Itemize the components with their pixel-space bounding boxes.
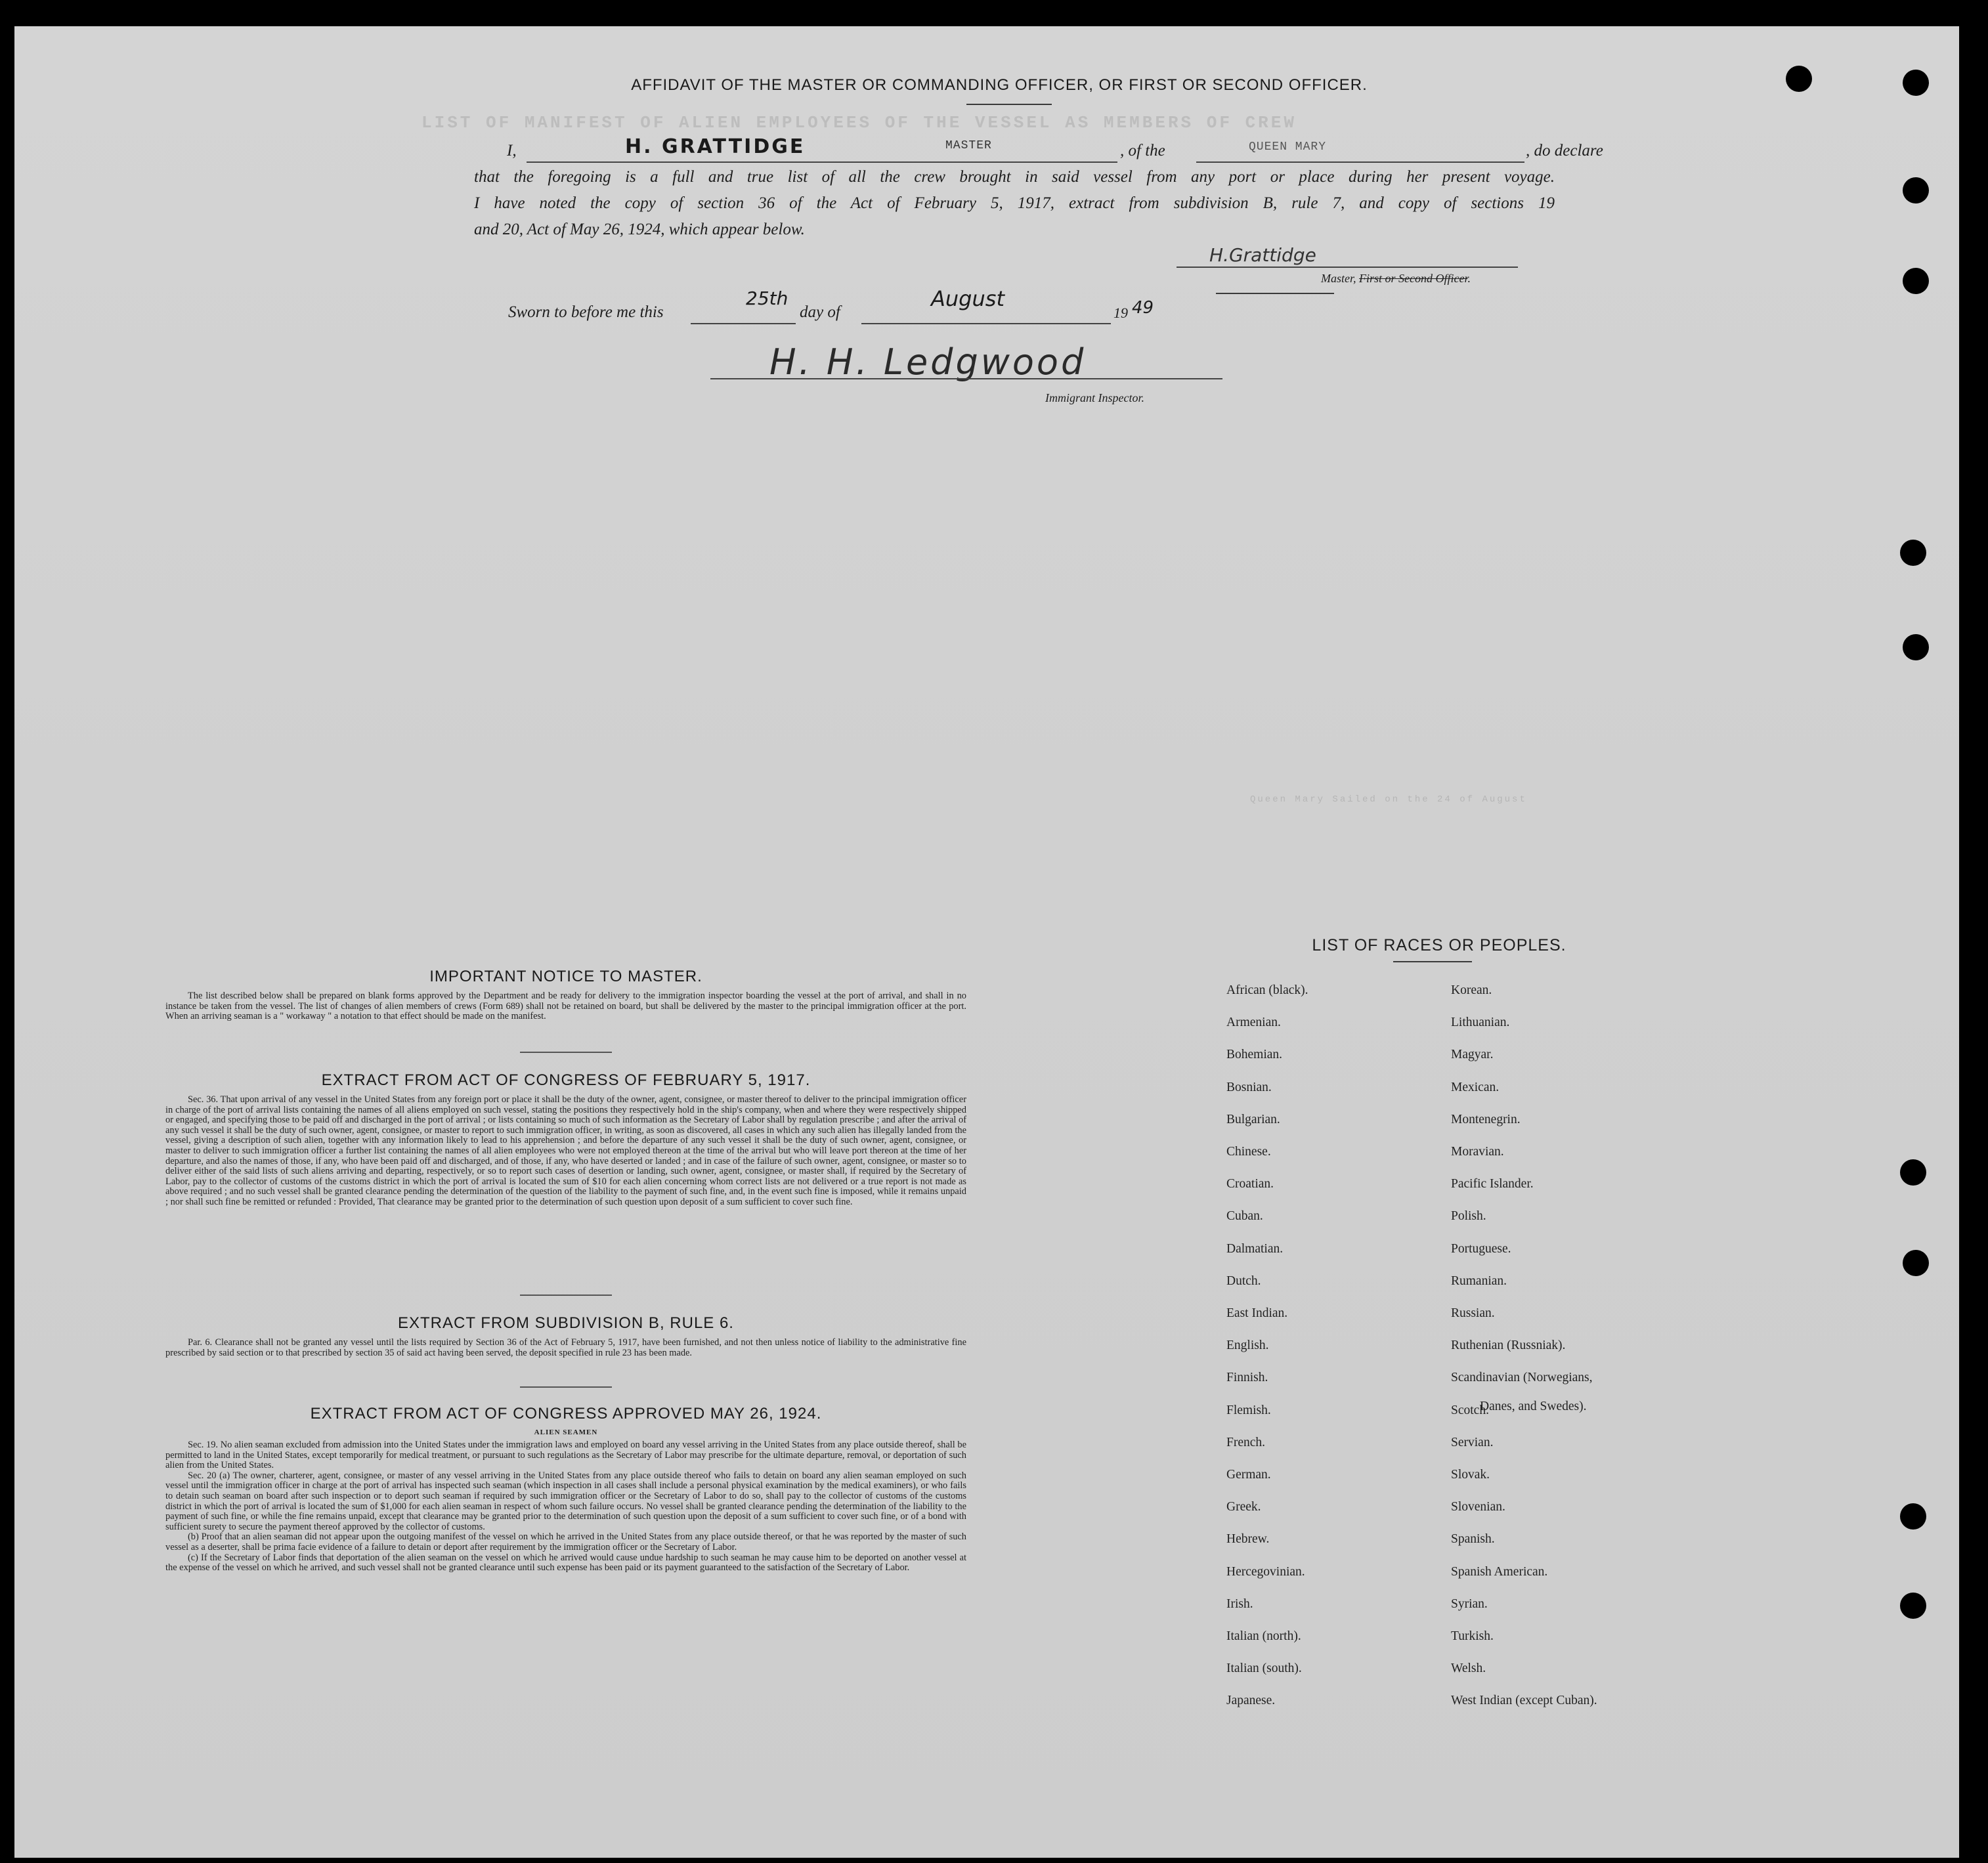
of-the-label: , of the — [1120, 142, 1165, 160]
race-right-item: Moravian. — [1451, 1145, 1504, 1159]
race-left-item: Dalmatian. — [1226, 1241, 1284, 1256]
race-left-item: Greek. — [1226, 1500, 1261, 1514]
race-left-item: Bulgarian. — [1226, 1112, 1280, 1126]
race-left-item: Dutch. — [1226, 1274, 1261, 1288]
vessel-line — [1196, 161, 1524, 163]
extract-rule6-title: EXTRACT FROM SUBDIVISION B, RULE 6. — [398, 1314, 734, 1332]
notice-text: The list described below shall be prepared on blank forms approved by the Department and be ready for delivery to the immigration inspector boarding the vessel at the port of arrival, and shall in no instance be taken from the vessel. The list of changes of alien members of crews (Form 689) shall not be retained on board, but shall be delivered by the master to the principal immigration officer at the port. When an arriving seaman is a " workaway " a notation to that effect should be made on the manifest. — [165, 991, 966, 1022]
divider — [520, 1052, 612, 1053]
race-left-item: Irish. — [1226, 1596, 1253, 1611]
bleed-through-typed: Queen Mary Sailed on the 24 of August — [1250, 794, 1527, 805]
race-right-item: Montenegrin. — [1451, 1112, 1521, 1126]
race-right-item: Slovak. — [1451, 1468, 1490, 1482]
race-right-item: Ruthenian (Russniak). — [1451, 1338, 1566, 1353]
affidavit-line-4: and 20, Act of May 26, 1924, which appear below. — [474, 221, 805, 238]
race-right-item: Pacific Islander. — [1451, 1177, 1534, 1191]
race-left-item: Hebrew. — [1226, 1532, 1270, 1547]
punch-hole — [1903, 268, 1929, 294]
punch-hole — [1900, 1593, 1926, 1619]
punch-hole — [1900, 1503, 1926, 1530]
race-left-item: French. — [1226, 1435, 1266, 1449]
race-right-item: Russian. — [1451, 1306, 1495, 1320]
race-right-item: Lithuanian. — [1451, 1016, 1510, 1030]
sworn-day-line — [691, 323, 796, 324]
bleed-through-text: LIST OF MANIFEST OF ALIEN EMPLOYEES OF THE VESSEL AS MEMBERS OF CREW — [421, 113, 1297, 133]
race-right-item: West Indian (except Cuban). — [1451, 1694, 1597, 1708]
sworn-month: August — [931, 286, 1005, 311]
master-name: H. GRATTIDGE — [625, 135, 806, 158]
race-right-item: Welsh. — [1451, 1661, 1486, 1676]
caption-master: Master, — [1321, 272, 1356, 285]
punch-hole — [1786, 66, 1812, 92]
race-left-item: Finnish. — [1226, 1371, 1268, 1385]
race-right-item: Korean. — [1451, 983, 1492, 997]
affidavit-line-2: that the foregoing is a full and true list of all the crew brought in said vessel from any port or place during her present voyage. — [474, 168, 1555, 186]
affidavit-line-3: I have noted the copy of section 36 of the Act of February 5, 1917, extract from subdivision B, rule 7, and copy of sections 19 — [474, 194, 1555, 212]
signature-underline — [1216, 293, 1334, 294]
notice-title: IMPORTANT NOTICE TO MASTER. — [429, 968, 702, 985]
race-right-item: Mexican. — [1451, 1080, 1500, 1094]
master-signature: H.Grattidge — [1209, 244, 1316, 266]
year-suffix: 49 — [1132, 298, 1154, 318]
race-right-item: Portuguese. — [1451, 1241, 1511, 1256]
vessel-name: QUEEN MARY — [1249, 140, 1327, 154]
extract-1917-text: Sec. 36. That upon arrival of any vessel in the United States from any foreign port or place it shall be the duty of the owner, agent, consignee, or master thereof to deliver to the principal immigration officer in charge of the port of arrival lists containing the names of all aliens employed on such vessel, stating the positions they respectively hold in the ship's company, when and where they were respectively shipped or engaged, and specifying those to be paid off and discharged in the port of arrival ; or lists containing so much of such information as the Secretary of Labor shall by regulation prescribe ; and after the arrival of any such vessel it shall be the duty of such owner, agent, consignee, or master to report to such immigration officer, in writing, as soon as discovered, all cases in which any such alien has illegally landed from the vessel, giving a description of such alien, together with any information likely to lead to his apprehension ; and before the departure of any such vessel it shall be the duty of such owner, agent, consignee, or master to deliver to such immigration officer a further list containing the names of all alien employees who were not employed thereon at the time of the arrival but who will leave port thereon at the time of her departure, and also the names of those, if any, who have been paid off and discharged, and of those, if any, who have deserted or landed ; and in case of the failure of such owner, agent, consignee, or master so to deliver either of the said lists of such aliens arriving and departing, respectively, or so to report such cases of desertion or landing, such owner, agent, consignee, or master shall, if required by the Secretary of Labor, pay to the collector of customs of the customs district in which the port of arrival is located the sum of $10 for each alien concerning whom correct lists are not delivered or a true report is not made as above required ; and no such vessel shall be granted clearance pending the determination of the question of the liability to the payment of such fine, and, in the event such fine is imposed, while it remains unpaid ; nor shall such fine be remitted or refunded : Provided, That clearance may be granted prior to the determination of such question upon deposit of a sum sufficient to cover such fine. — [165, 1094, 966, 1207]
divider — [520, 1386, 612, 1388]
race-left-item: East Indian. — [1226, 1306, 1288, 1320]
extract-1924-title: EXTRACT FROM ACT OF CONGRESS APPROVED MAY 26, 1924. — [310, 1405, 822, 1423]
name-line — [527, 161, 1117, 163]
race-right-item: Syrian. — [1451, 1596, 1488, 1611]
punch-hole — [1903, 1250, 1929, 1276]
sworn-month-line — [861, 323, 1111, 324]
affidavit-prefix: I, — [507, 142, 517, 160]
master-rank: MASTER — [945, 139, 992, 152]
inspector-signature: H. H. Ledgwood — [769, 341, 1087, 383]
race-right-item: Turkish. — [1451, 1629, 1494, 1643]
race-left-item: Hercegovinian. — [1226, 1564, 1305, 1579]
year-prefix: 19 — [1113, 305, 1128, 321]
sworn-prefix: Sworn to before me this — [508, 303, 664, 321]
document-sheet — [14, 26, 1959, 1858]
race-left-item: German. — [1226, 1468, 1271, 1482]
race-right-item: Polish. — [1451, 1209, 1486, 1224]
punch-hole — [1903, 177, 1929, 203]
title-underline — [966, 104, 1052, 105]
caption-struck-officer: First or Second Officer — [1359, 272, 1468, 285]
race-left-item: Croatian. — [1226, 1177, 1274, 1191]
race-left-item: Italian (north). — [1226, 1629, 1301, 1643]
sworn-day: 25th — [746, 288, 789, 309]
alien-seamen-subtitle: ALIEN SEAMEN — [534, 1428, 598, 1436]
signature-line — [1177, 267, 1518, 268]
punch-hole — [1900, 540, 1926, 566]
race-right-item: Magyar. — [1451, 1048, 1494, 1062]
affidavit-title: AFFIDAVIT OF THE MASTER OR COMMANDING OFFICER, OR FIRST OR SECOND OFFICER. — [631, 76, 1368, 94]
race-left-item: Chinese. — [1226, 1145, 1271, 1159]
signature-caption: Master, First or Second Officer. — [1321, 272, 1471, 285]
divider — [520, 1295, 612, 1296]
inspector-line — [710, 378, 1222, 379]
extract-1924-text: Sec. 19. No alien seaman excluded from admission into the United States under the immigration laws and employed on board any vessel arriving in the United States from any place outside thereof, shall be permitted to land in the United States, except temporarily for medical treatment, or pursuant to such regulations as the Secretary of Labor may prescribe for the ultimate departure, removal, or deportation of such alien from the United States. Sec. 20 (a) The owner, charterer, agent, consignee, or master of any vessel arriving in the United States from any place outside thereof who fails to detain on board any alien seaman employed on such vessel until the immigration officer in charge at the port of arrival has inspected such seaman (which inspection in all cases shall include a personal physical examination by the medical examiners), or who fails to detain such seaman on board after such inspection or to deport such seaman if required by such immigration officer or the Secretary of Labor to do so, shall pay to the collector of customs of the customs district in which the port of arrival is located the sum of $1,000 for each alien seaman in respect of whom such failure occurs. No vessel shall be granted clearance pending the determination of the liability to the payment of such fine, or while the fine remains unpaid, except that clearance may be granted prior to the determination of such question upon the deposit of a sum sufficient to cover such fine, or of a bond with sufficient surety to secure the payment thereof approved by the collector of customs. (b) Proof that an alien seaman did not appear upon the outgoing manifest of the vessel on which he arrived in the United States from any place outside thereof, or that he was reported by the master of such vessel as a deserter, shall be prima facie evidence of a failure to detain or deport after requirement by the immigration officer or the Secretary of Labor. (c) If the Secretary of Labor finds that deportation of the alien seaman on the vessel on which he arrived would cause undue hardship to such seaman he may cause him to be deported on another vessel at the expense of the vessel on which he arrived, and such vessel shall not be granted clearance until such expense has been paid or its payment guaranteed to the satisfaction of the Secretary of Labor. — [165, 1440, 966, 1574]
punch-hole — [1903, 634, 1929, 660]
race-left-item: Japanese. — [1226, 1694, 1276, 1708]
race-right-item: Servian. — [1451, 1435, 1494, 1449]
extract-1917-title: EXTRACT FROM ACT OF CONGRESS OF FEBRUARY 5, 1917. — [321, 1071, 811, 1089]
day-of-label: day of — [800, 303, 840, 321]
race-left-item: Cuban. — [1226, 1209, 1263, 1224]
inspector-caption: Immigrant Inspector. — [1045, 391, 1144, 404]
punch-hole — [1900, 1159, 1926, 1186]
race-right-item: Scandinavian (Norwegians, — [1451, 1371, 1593, 1385]
race-right-item: Slovenian. — [1451, 1500, 1505, 1514]
extract-rule6-text: Par. 6. Clearance shall not be granted any vessel until the lists required by Section 36 of the Act of February 5, 1917, have been furnished, and not then unless notice of liability to the administrative fine prescribed by said section or to that prescribed by section 35 of said act having been served, the deposit specified in rule 23 has been made. — [165, 1337, 966, 1358]
race-right-item: Spanish American. — [1451, 1564, 1548, 1579]
race-scandinavian-continued: Danes, and Swedes). — [1480, 1400, 1587, 1413]
race-left-item: African (black). — [1226, 983, 1308, 997]
do-declare-label: , do declare — [1526, 142, 1603, 160]
punch-hole — [1903, 70, 1929, 96]
race-left-item: Bohemian. — [1226, 1048, 1283, 1062]
race-right-item: Scotch. — [1451, 1403, 1489, 1417]
race-left-item: Italian (south). — [1226, 1661, 1302, 1676]
race-left-item: Bosnian. — [1226, 1080, 1272, 1094]
race-left-item: English. — [1226, 1338, 1269, 1353]
race-right-item: Rumanian. — [1451, 1274, 1507, 1288]
races-title-underline — [1393, 961, 1472, 962]
race-left-item: Armenian. — [1226, 1016, 1281, 1030]
race-right-item: Spanish. — [1451, 1532, 1495, 1547]
races-title: LIST OF RACES OR PEOPLES. — [1312, 936, 1567, 954]
race-left-item: Flemish. — [1226, 1403, 1271, 1417]
